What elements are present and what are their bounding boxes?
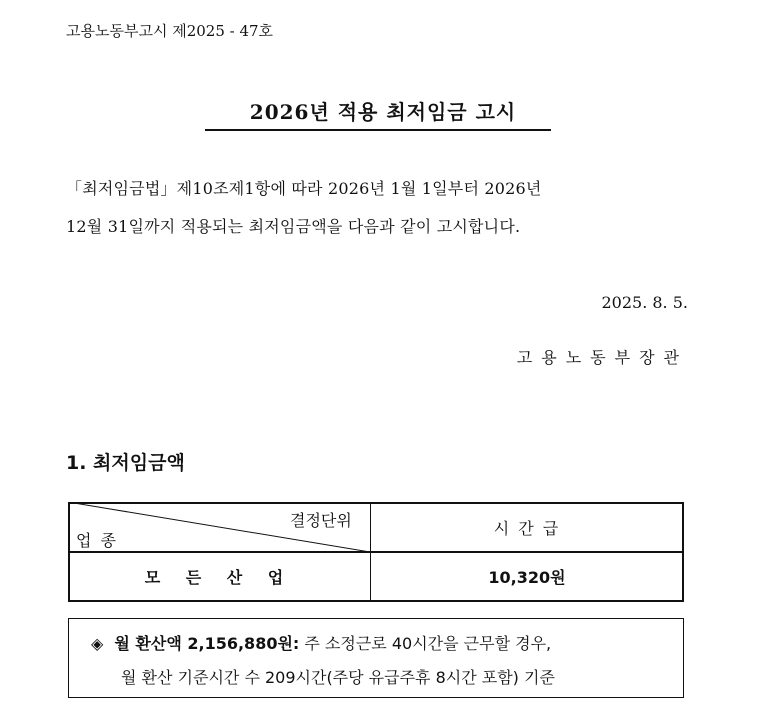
page-title: 2026년 적용 최저임금 고시 <box>249 100 517 124</box>
table-row-divider <box>68 551 684 553</box>
header-decision-unit: 결정단위 <box>290 511 352 530</box>
section-heading: 1. 최저임금액 <box>66 452 185 474</box>
row-all-industries: 모 든 산 업 <box>144 568 294 587</box>
notice-date: 2025. 8. 5. <box>601 293 688 312</box>
minimum-wage-table <box>68 502 684 602</box>
issuer: 고용노동부장관 <box>516 348 688 367</box>
note-line-1 <box>91 631 551 654</box>
body-line-2: 12월 31일까지 적용되는 최저임금액을 다음과 같이 고시합니다. <box>66 217 521 236</box>
diamond-marker-icon: ◈ <box>91 634 104 653</box>
header-hourly-wage: 시 간 급 <box>493 519 561 538</box>
note-line-2: 월 환산 기준시간 수 209시간(주당 유급주휴 8시간 포함) 기준 <box>121 668 555 687</box>
monthly-conversion-note <box>68 618 684 698</box>
row-hourly-wage-value: 10,320원 <box>488 568 566 587</box>
note-bold-label: 월 환산액 2,156,880원: <box>114 634 300 653</box>
notice-number: 고용노동부고시 제2025 - 47호 <box>66 22 274 40</box>
body-line-1: 「최저임금법」제10조제1항에 따라 2026년 1월 1일부터 2026년 <box>66 179 542 198</box>
note-line-1-rest: 주 소정근로 40시간을 근무할 경우, <box>299 634 552 653</box>
header-industry: 업 종 <box>76 531 118 550</box>
title-underline <box>205 129 551 131</box>
